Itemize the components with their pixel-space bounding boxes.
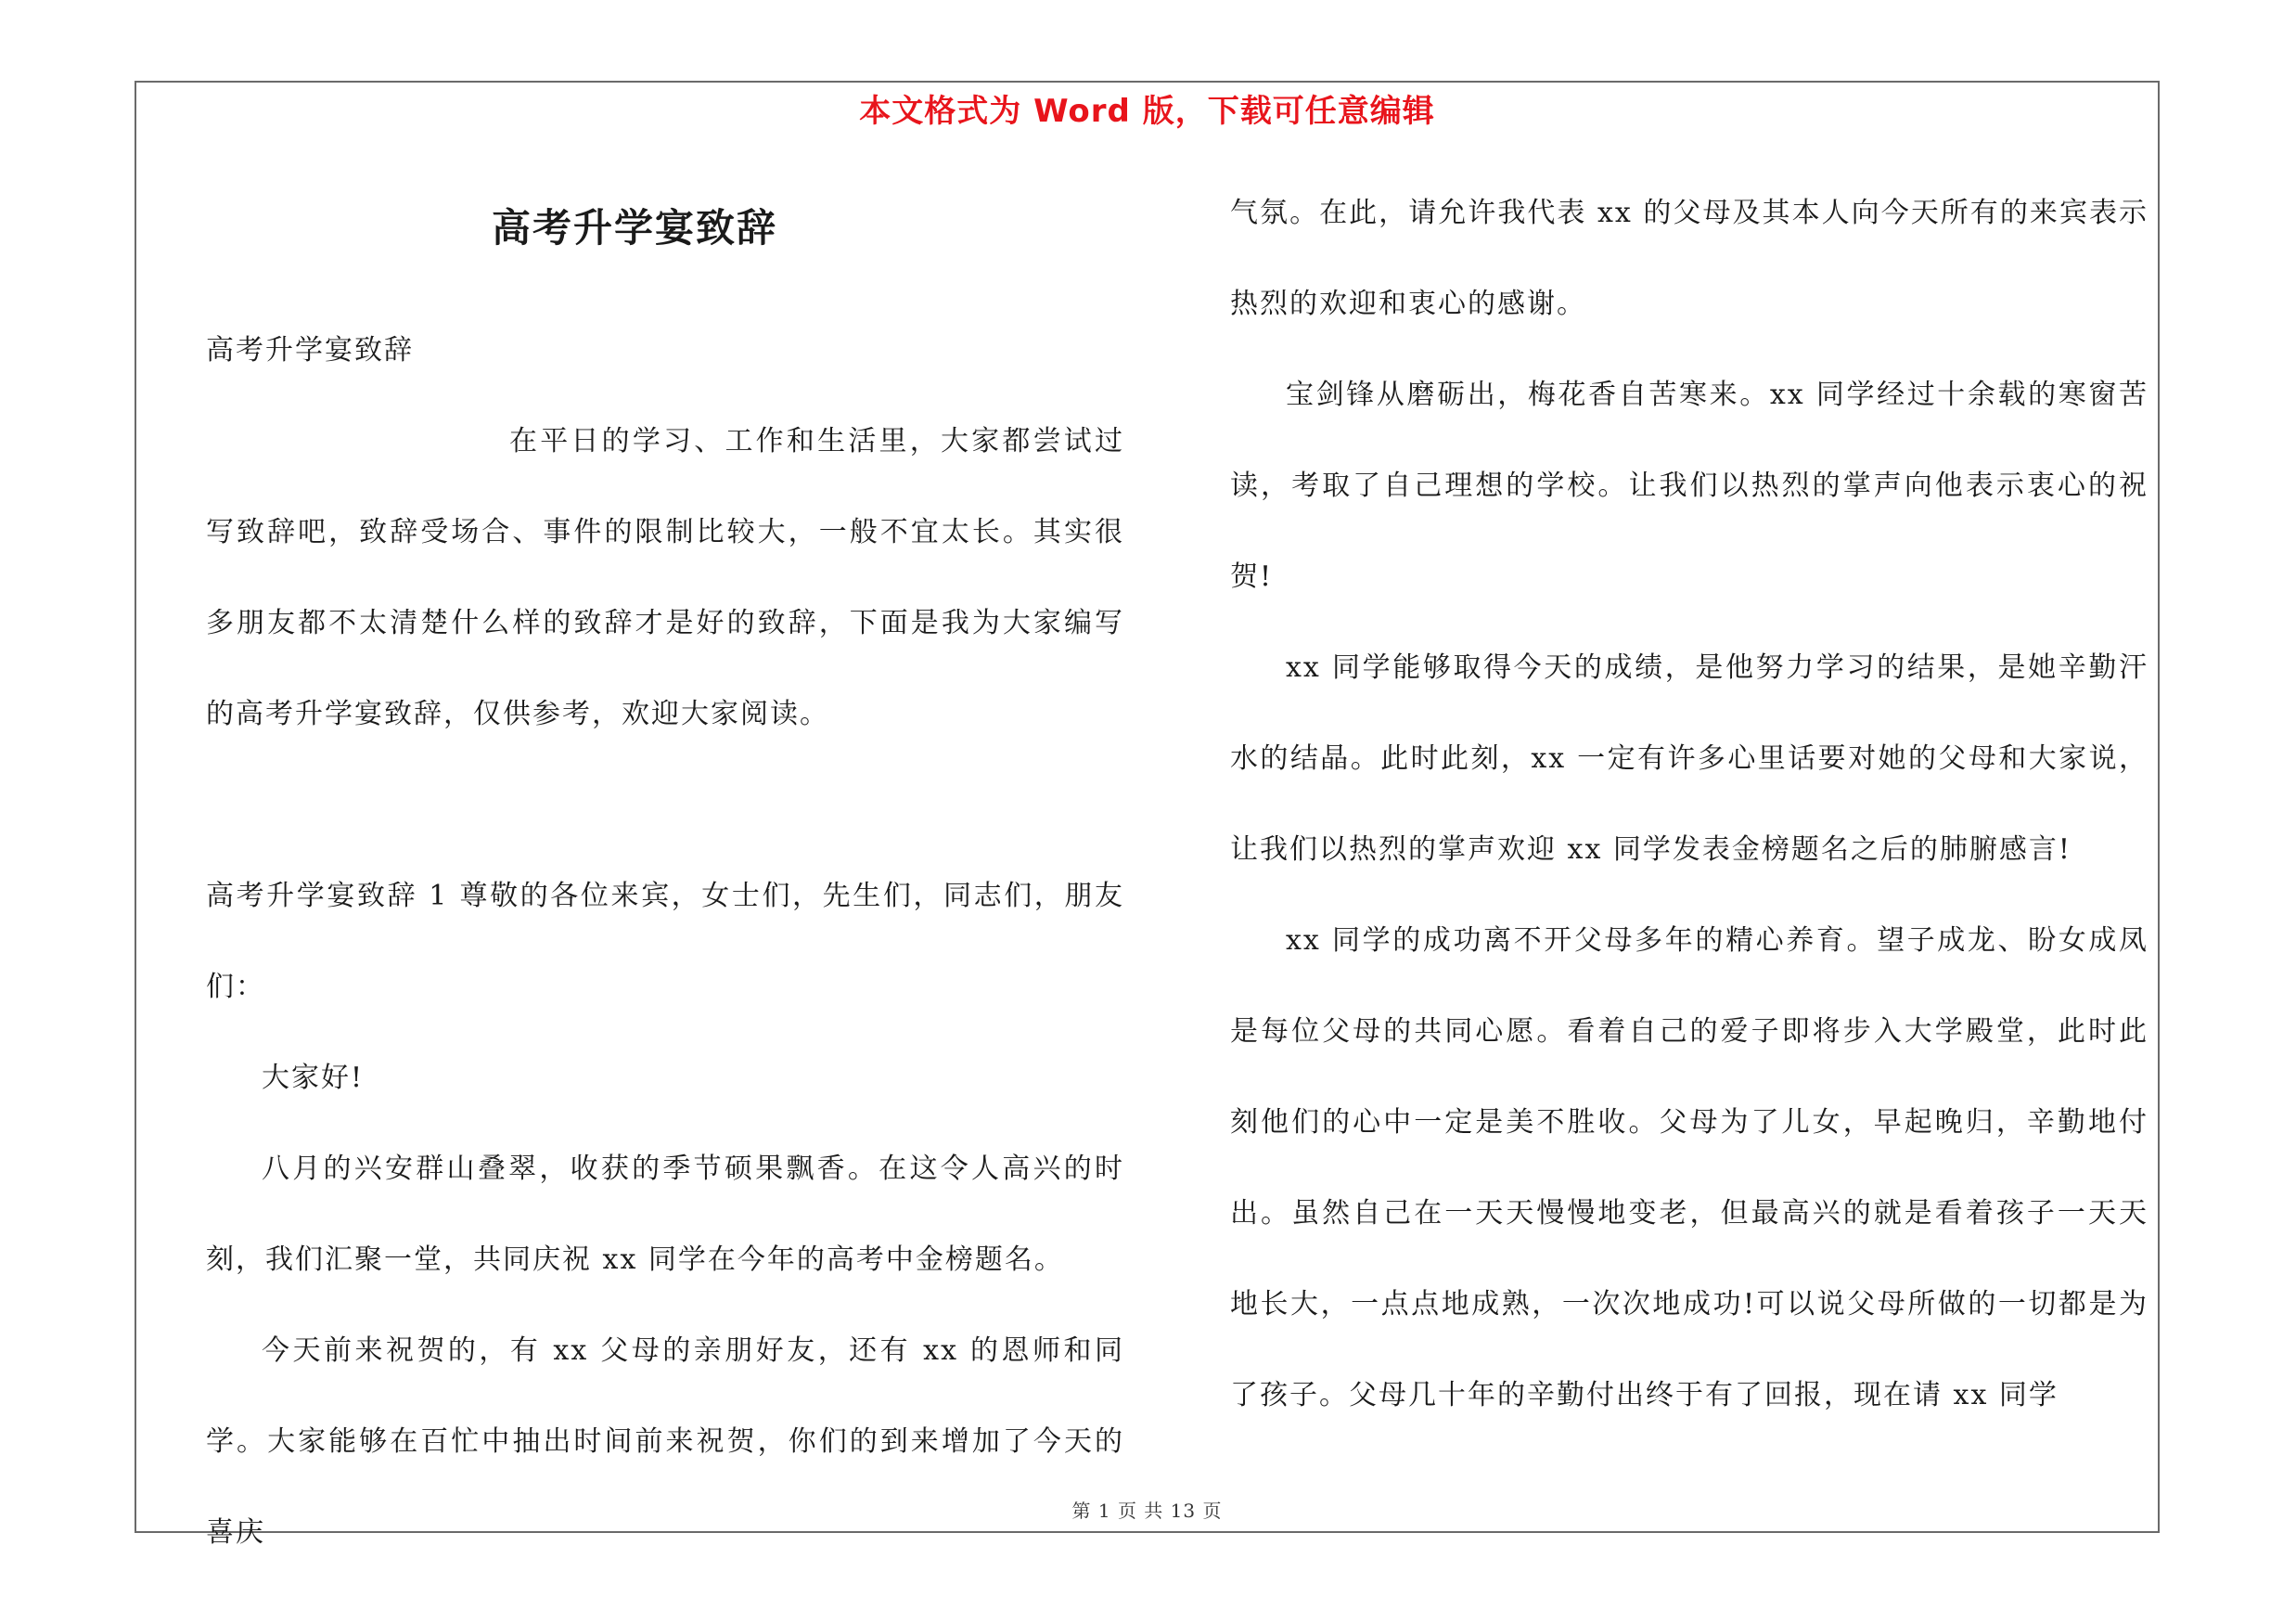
body-paragraph: 今天前来祝贺的，有 xx 父母的亲朋好友，还有 xx 的恩师和同学。大家能够在百忙中抽出时间前来祝贺，你们的到来增加了今天的喜庆 xyxy=(206,1334,1124,1549)
section-heading: 高考升学宴致辞 1 尊敬的各位来宾，女士们，先生们，同志们，朋友们： xyxy=(206,880,1124,1003)
body-paragraph: 宝剑锋从磨砺出，梅花香自苦寒来。xx 同学经过十余载的寒窗苦读，考取了自己理想的学校。让我们以热烈的掌声向他表示衷心的祝贺! xyxy=(1230,379,2148,593)
left-column xyxy=(206,305,1124,1578)
body-paragraph: xx 同学能够取得今天的成绩，是他努力学习的结果，是她辛勤汗水的结晶。此时此刻，xx 一定有许多心里话要对她的父母和大家说，让我们以热烈的掌声欢迎 xx 同学发表金榜题名之后的肺腑感言! xyxy=(1230,651,2148,866)
body-paragraph: xx 同学的成功离不开父母多年的精心养育。望子成龙、盼女成凤是每位父母的共同心愿。看着自己的爱子即将步入大学殿堂，此时此刻他们的心中一定是美不胜收。父母为了儿女，早起晚归，辛勤地付出。虽然自己在一天天慢慢地变老，但最高兴的就是看着孩子一天天地长大，一点点地成熟，一次次地成功!可以说父母所做的一切都是为了孩子。父母几十年的辛勤付出终于有了回报，现在请 xx 同学 xyxy=(1230,924,2148,1411)
paragraph-gap xyxy=(206,760,1124,851)
greeting: 大家好! xyxy=(262,1062,365,1094)
subtitle: 高考升学宴致辞 xyxy=(206,334,414,367)
document-title: 高考升学宴致辞 xyxy=(491,205,777,251)
body-paragraph: 气氛。在此，请允许我代表 xx 的父母及其本人向今天所有的来宾表示热烈的欢迎和衷心的感谢。 xyxy=(1230,197,2148,320)
intro-paragraph: 在平日的学习、工作和生活里，大家都尝试过写致辞吧，致辞受场合、事件的限制比较大，一般不宜太长。其实很多朋友都不太清楚什么样的致辞才是好的致辞，下面是我为大家编写的高考升学宴致辞，仅供参考，欢迎大家阅读。 xyxy=(206,425,1124,730)
right-column xyxy=(1230,168,2148,1441)
page-number: 第 1 页 共 13 页 xyxy=(1071,1500,1223,1522)
body-paragraph: 八月的兴安群山叠翠，收获的季节硕果飘香。在这令人高兴的时刻，我们汇聚一堂，共同庆祝 xx 同学在今年的高考中金榜题名。 xyxy=(206,1153,1124,1276)
format-banner: 本文格式为 Word 版，下载可任意编辑 xyxy=(859,93,1435,130)
